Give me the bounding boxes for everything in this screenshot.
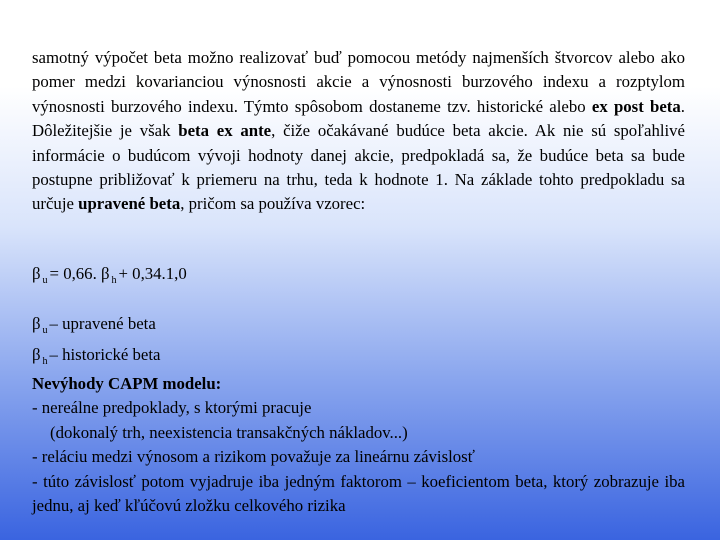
disadvantage-item: - nereálne predpoklady, s ktorými pracuje	[32, 398, 312, 418]
bold-upravene-beta: upravené beta	[78, 194, 181, 214]
definition-symbol: β	[32, 345, 41, 365]
definition-text: – historické beta	[49, 345, 161, 365]
formula-middle: = 0,66. β	[49, 264, 110, 283]
disadvantage-item-continuation: (dokonalý trh, neexistencia transakčných nákladov...)	[50, 422, 408, 442]
formula-end: + 0,34.1,0	[118, 264, 187, 283]
definition-adjusted-beta	[32, 312, 160, 343]
formula-subscript-u: u	[42, 275, 48, 286]
body-paragraph	[32, 46, 685, 217]
definition-subscript: h	[42, 356, 48, 368]
paragraph-text-3: , čiže očakávané budúce beta akcie. Ak nie sú spoľahlivé informácie o budúcom vývoji hodnoty danej akcie, predpokladá sa, že budúce beta sa bude postupne približovať k priemeru na trhu, teda k hodnote 1. Na základe tohto predpokladu sa určuje	[32, 121, 686, 214]
capm-disadvantages	[32, 372, 685, 518]
paragraph-text-4: , pričom sa používa vzorec:	[180, 194, 366, 214]
bold-ex-post-beta: ex post beta	[591, 96, 681, 116]
formula-beta-symbol: β	[32, 264, 41, 283]
paragraph-text-2: . Dôležitejšie je však	[32, 96, 685, 141]
definition-historical-beta	[32, 343, 160, 374]
definition-symbol: β	[32, 314, 41, 333]
formula-subscript-h: h	[111, 275, 117, 286]
bold-beta-ex-ante: beta ex ante	[178, 121, 272, 141]
symbol-definitions	[32, 312, 160, 375]
disadvantage-item: - reláciu medzi výnosom a rizikom považuje za lineárnu závislosť	[32, 447, 475, 467]
paragraph-text-1: samotný výpočet beta možno realizovať buď pomocou metódy najmenších štvorcov alebo ako pomer medzi kovarianciou výnosnosti akcie a výnosnosti burzového indexu a rozptylom výnosnosti burzového indexu. Týmto spôsobom dostaneme tzv. historické alebo	[32, 48, 685, 116]
disadvantages-heading-text: Nevýhody CAPM modelu:	[32, 374, 222, 393]
disadvantage-item: - túto závislosť potom vyjadruje iba jedným faktorom – koeficientom beta, ktorý zobrazuje iba jednu, aj keď kľúčovú zložku celkového rizika	[32, 471, 685, 516]
definition-text: – upravené beta	[49, 314, 156, 333]
disadvantages-heading	[32, 372, 685, 396]
definition-subscript: u	[42, 325, 48, 336]
adjusted-beta-formula	[32, 262, 187, 293]
